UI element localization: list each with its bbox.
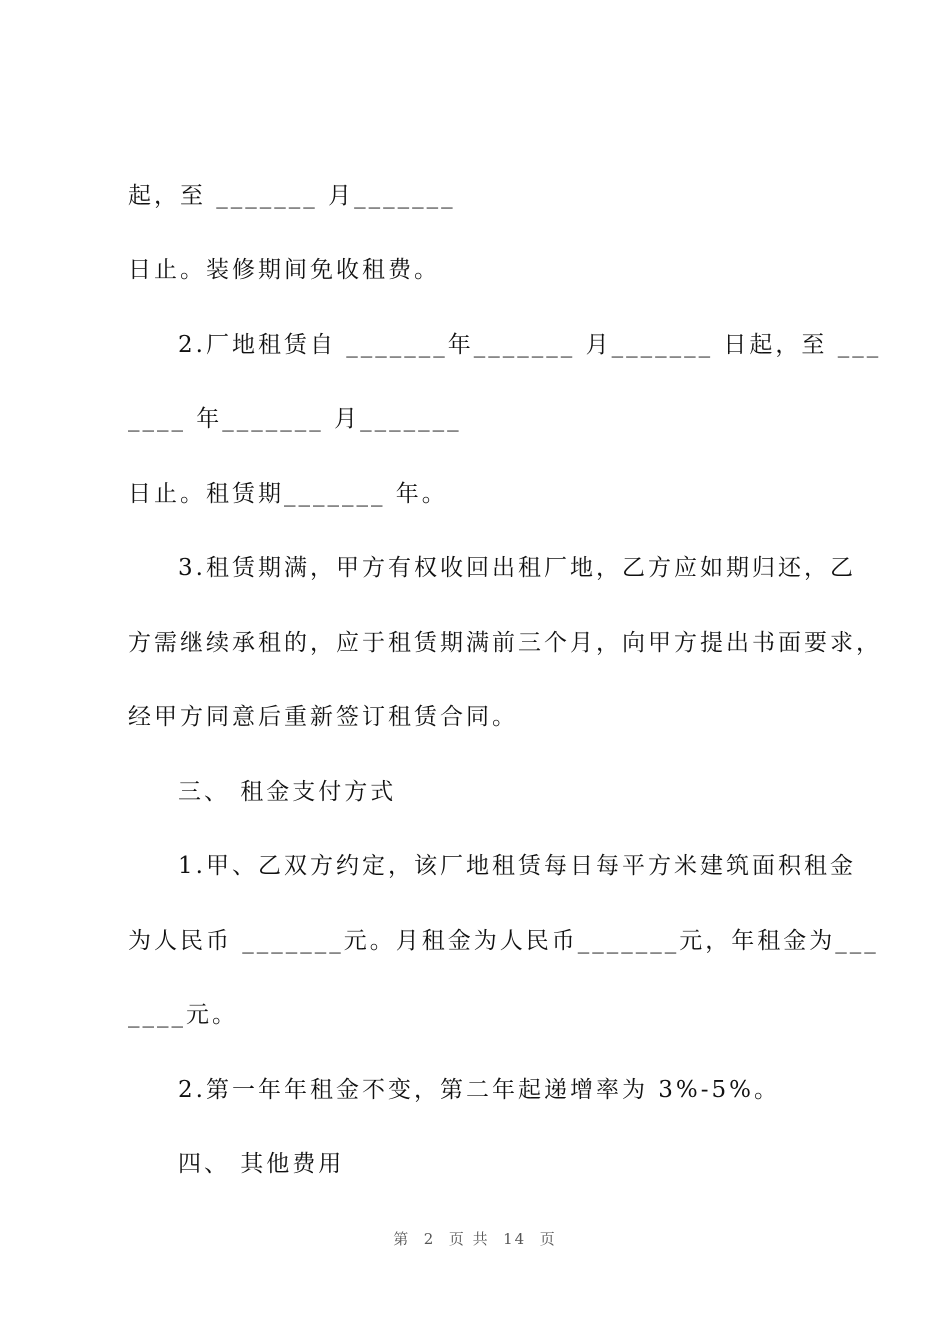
text-line-4: ____ 年_______ 月_______ xyxy=(128,406,462,432)
text-line-2: 日止。装修期间免收租费。 xyxy=(128,257,440,283)
text-line-3: 2.厂地租赁自 _______年_______ 月_______ 日起，至 ___ xyxy=(178,332,882,358)
text-line-5: 日止。租赁期_______ 年。 xyxy=(128,481,448,507)
section-heading-3: 三、 租金支付方式 xyxy=(178,779,397,805)
text-line-8: 经甲方同意后重新签订租赁合同。 xyxy=(128,704,518,730)
text-line-13: 2.第一年年租金不变，第二年起递增率为 3%-5%。 xyxy=(178,1077,781,1103)
text-line-12: ____元。 xyxy=(128,1002,238,1028)
text-line-11: 为人民币 _______元。月租金为人民币_______元，年租金为___ xyxy=(128,928,879,954)
text-line-1: 起，至 _______ 月_______ xyxy=(128,183,456,209)
page-number-footer: 第 2 页 共 14 页 xyxy=(393,1230,557,1248)
section-heading-4: 四、 其他费用 xyxy=(178,1151,345,1177)
text-line-10: 1.甲、乙双方约定，该厂地租赁每日每平方米建筑面积租金 xyxy=(178,853,856,879)
text-line-6: 3.租赁期满，甲方有权收回出租厂地，乙方应如期归还，乙 xyxy=(178,555,856,581)
text-line-7: 方需继续承租的，应于租赁期满前三个月，向甲方提出书面要求， xyxy=(128,630,882,656)
